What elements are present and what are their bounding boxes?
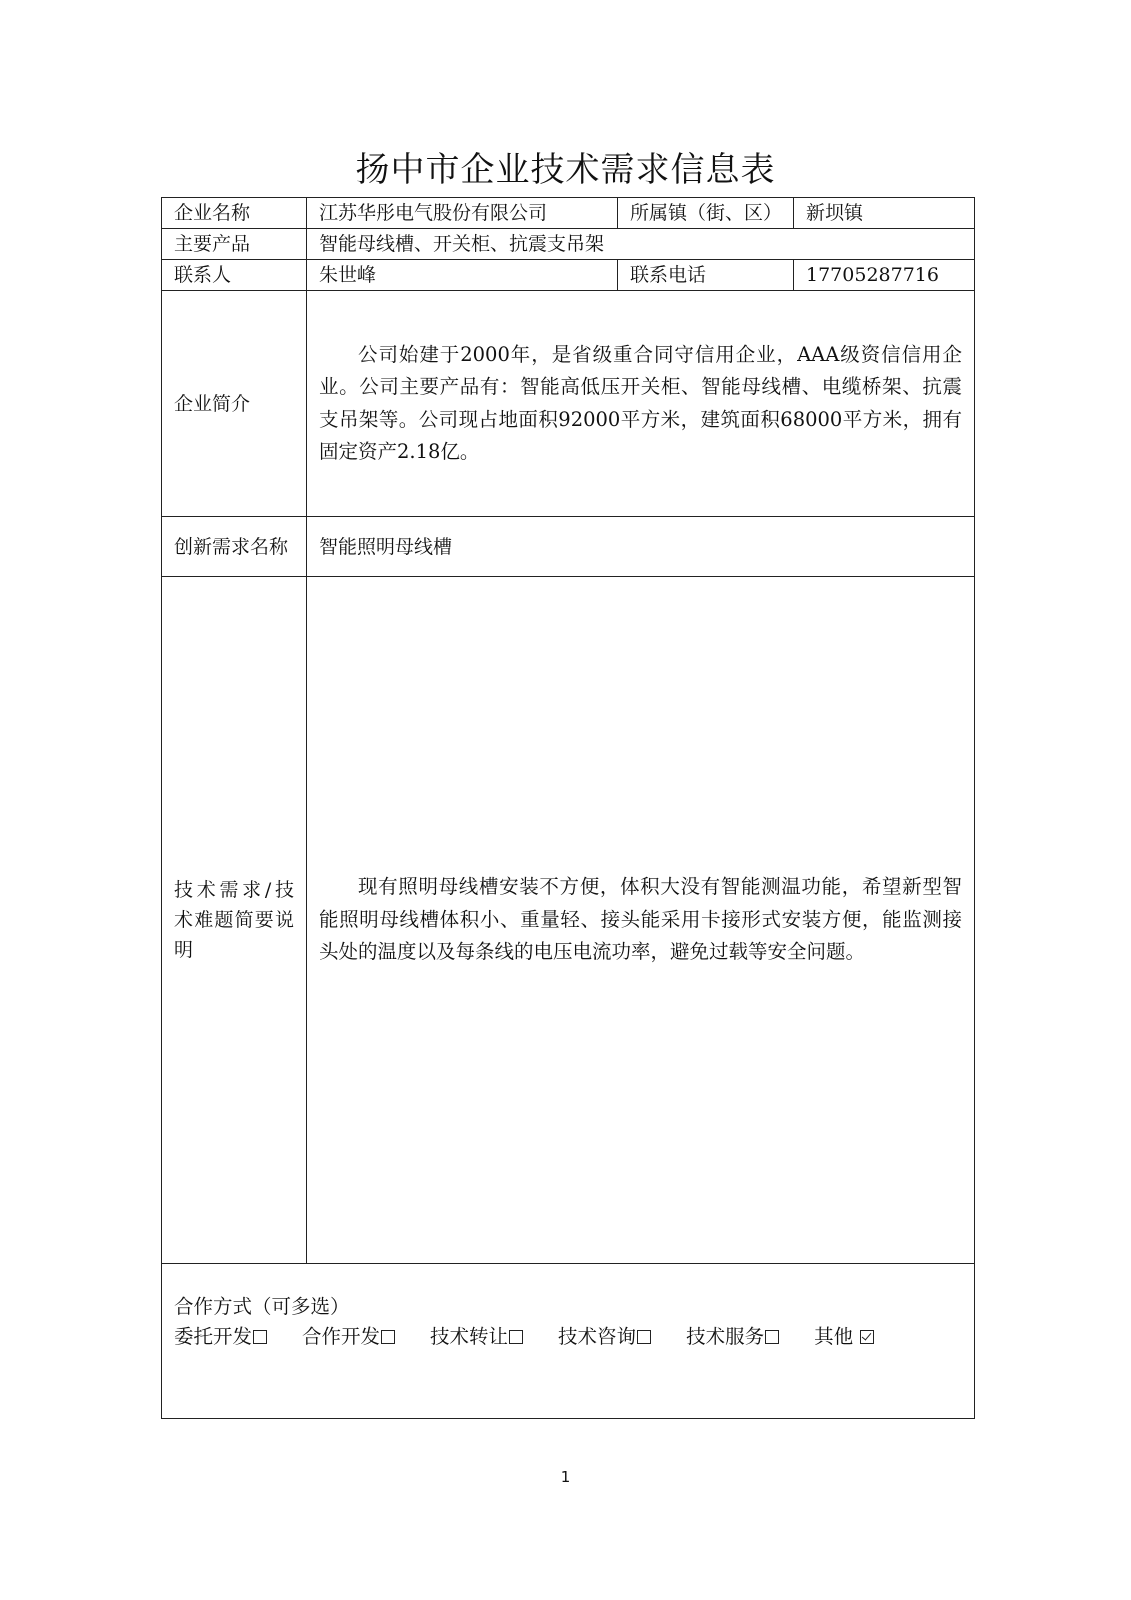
option-tech-service[interactable] (686, 1322, 779, 1352)
checkbox-icon[interactable] (765, 1330, 779, 1344)
document-title: 扬中市企业技术需求信息表 (355, 150, 776, 190)
row-tech (162, 577, 975, 1264)
intro-cell (307, 291, 975, 517)
row-intro (162, 291, 975, 517)
option-other[interactable] (814, 1322, 874, 1352)
checkbox-checked-icon[interactable] (860, 1330, 874, 1344)
tech-label: 技术需求/技术难题简要说明 (162, 577, 307, 1264)
tech-demand-form (161, 197, 975, 1419)
option-tech-transfer[interactable] (430, 1322, 523, 1352)
contact-label: 联系人 (162, 260, 307, 291)
intro-text: 公司始建于2000年，是省级重合同守信用企业，AAA级资信信用企业。公司主要产品有：智能高低压开关柜、智能母线槽、电缆桥架、抗震支吊架等。公司现占地面积92000平方米，建筑面积68000平方米，拥有固定资产2.18亿。 (319, 342, 962, 463)
row-contact (162, 260, 975, 291)
company-name-value: 江苏华彤电气股份有限公司 (307, 198, 618, 229)
district-value: 新坝镇 (794, 198, 975, 229)
option-commissioned-dev[interactable] (174, 1322, 267, 1352)
option-tech-consulting[interactable] (558, 1322, 651, 1352)
checkbox-icon[interactable] (381, 1330, 395, 1344)
cooperation-title: 合作方式（可多选） (174, 1295, 350, 1318)
contact-value: 朱世峰 (307, 260, 618, 291)
checkbox-icon[interactable] (637, 1330, 651, 1344)
checkbox-icon[interactable] (509, 1330, 523, 1344)
products-value: 智能母线槽、开关柜、抗震支吊架 (307, 229, 975, 260)
option-label: 合作开发 (302, 1325, 381, 1348)
option-label: 技术咨询 (558, 1325, 637, 1348)
row-products (162, 229, 975, 260)
row-company (162, 198, 975, 229)
option-joint-dev[interactable] (302, 1322, 395, 1352)
need-name-label: 创新需求名称 (162, 517, 307, 577)
option-label: 委托开发 (174, 1325, 253, 1348)
need-name-value: 智能照明母线槽 (307, 517, 975, 577)
option-label: 其他 (814, 1325, 854, 1348)
products-label: 主要产品 (162, 229, 307, 260)
option-label: 技术服务 (686, 1325, 765, 1348)
cooperation-cell (162, 1264, 975, 1419)
cooperation-options (174, 1322, 962, 1352)
row-cooperation (162, 1264, 975, 1419)
option-label: 技术转让 (430, 1325, 509, 1348)
checkbox-icon[interactable] (253, 1330, 267, 1344)
page-number: 1 (560, 1468, 571, 1486)
phone-value: 17705287716 (794, 260, 975, 291)
phone-label: 联系电话 (618, 260, 794, 291)
district-label: 所属镇（街、区） (618, 198, 794, 229)
company-name-label: 企业名称 (162, 198, 307, 229)
row-need-name (162, 517, 975, 577)
tech-cell (307, 577, 975, 1264)
tech-text: 现有照明母线槽安装不方便，体积大没有智能测温功能，希望新型智能照明母线槽体积小、重量轻、接头能采用卡接形式安装方便，能监测接头处的温度以及每条线的电压电流功率，避免过载等安全问题。 (319, 875, 962, 964)
intro-label: 企业简介 (162, 291, 307, 517)
